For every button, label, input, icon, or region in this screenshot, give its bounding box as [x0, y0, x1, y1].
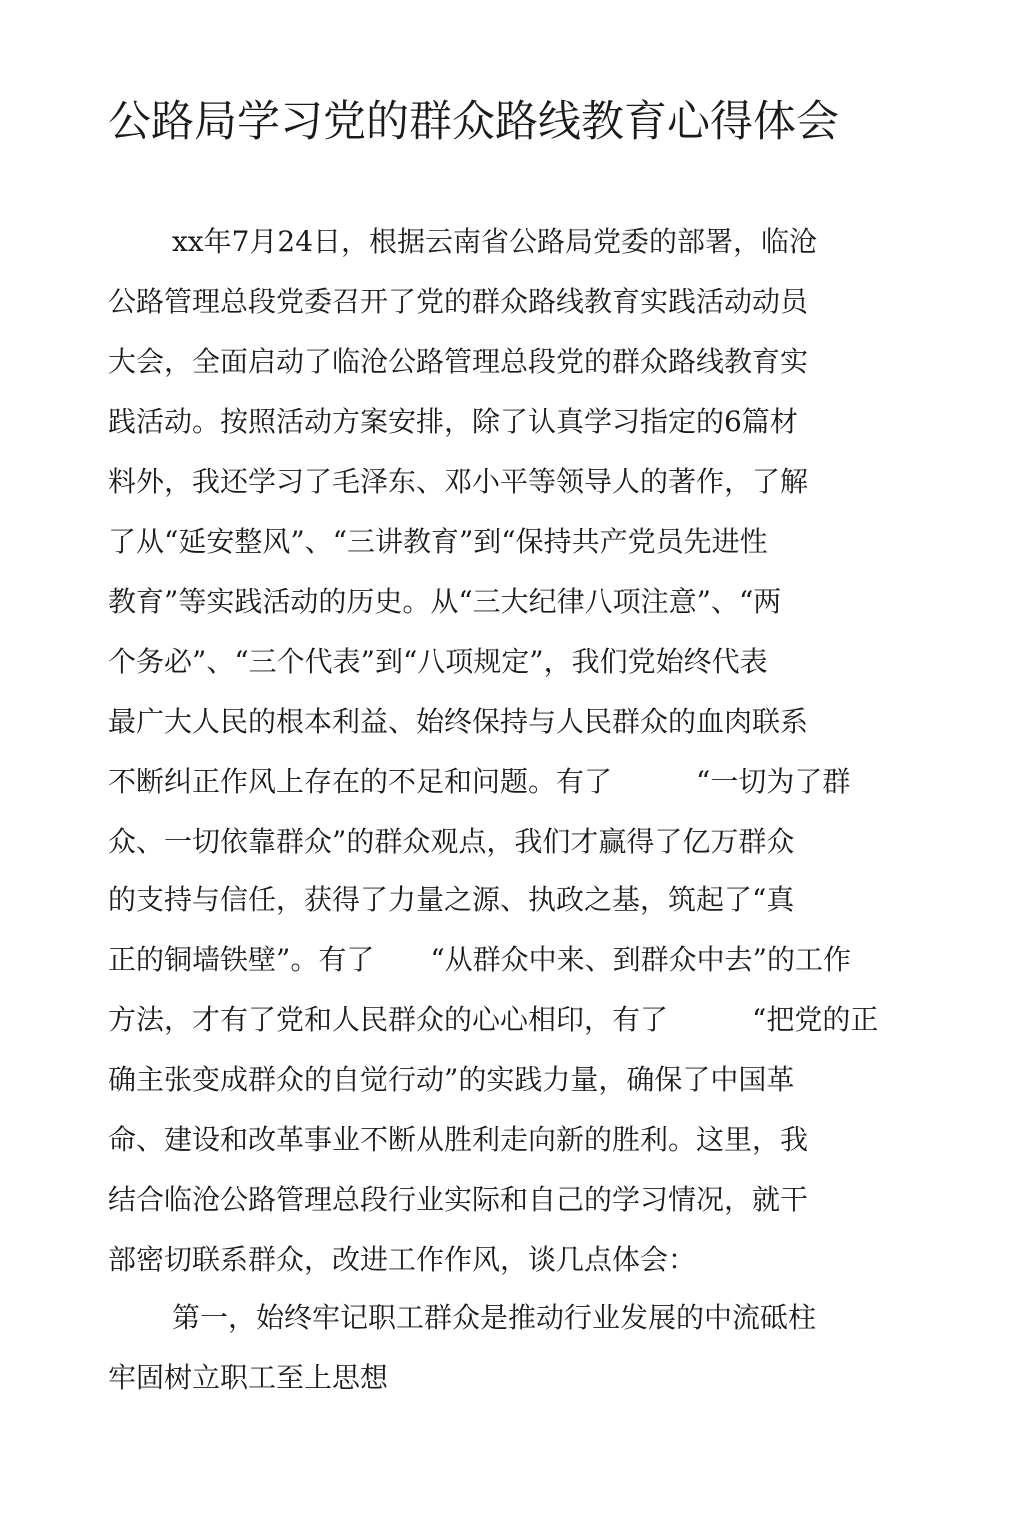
- paragraph-line: 正的铜墙铁壁”。有了 “从群众中来、到群众中去”的工作: [108, 943, 851, 976]
- paragraph-line: 公路管理总段党委召开了党的群众路线教育实践活动动员: [108, 285, 809, 318]
- section-heading-line: 牢固树立职工至上思想: [108, 1361, 389, 1394]
- paragraph-line: 了从“延安整风”、“三讲教育”到“保持共产党员先进性: [108, 525, 768, 558]
- paragraph-line: 教育”等实践活动的历史。从“三大纪律八项注意”、“两: [108, 585, 782, 618]
- document-title: 公路局学习党的群众路线教育心得体会: [108, 97, 839, 147]
- paragraph-line: 部密切联系群众，改进工作作风，谈几点体会：: [108, 1243, 697, 1276]
- section-heading-line: 第一，始终牢记职工群众是推动行业发展的中流砥柱: [172, 1301, 817, 1334]
- paragraph-line: 结合临沧公路管理总段行业实际和自己的学习情况，就干: [108, 1183, 809, 1216]
- paragraph-line: 个务必”、“三个代表”到“八项规定”，我们党始终代表: [108, 645, 768, 678]
- paragraph-line: 践活动。按照活动方案安排，除了认真学习指定的6篇材: [108, 405, 798, 438]
- paragraph-line: xx年7月24日，根据云南省公路局党委的部署，临沧: [172, 225, 818, 258]
- paragraph-line: 的支持与信任，获得了力量之源、执政之基，筑起了“真: [108, 883, 795, 916]
- paragraph-line: 方法，才有了党和人民群众的心心相印，有了 “把党的正: [108, 1003, 879, 1036]
- paragraph-line: 不断纠正作风上存在的不足和问题。有了 “一切为了群: [108, 765, 851, 798]
- paragraph-line: 最广大人民的根本利益、始终保持与人民群众的血肉联系: [108, 705, 809, 738]
- paragraph-line: 众、一切依靠群众”的群众观点，我们才赢得了亿万群众: [108, 825, 795, 858]
- paragraph-line: 命、建设和改革事业不断从胜利走向新的胜利。这里，我: [108, 1123, 809, 1156]
- paragraph-line: 确主张变成群众的自觉行动”的实践力量，确保了中国革: [108, 1063, 795, 1096]
- paragraph-line: 料外，我还学习了毛泽东、邓小平等领导人的著作，了解: [108, 465, 809, 498]
- paragraph-line: 大会，全面启动了临沧公路管理总段党的群众路线教育实: [108, 345, 809, 378]
